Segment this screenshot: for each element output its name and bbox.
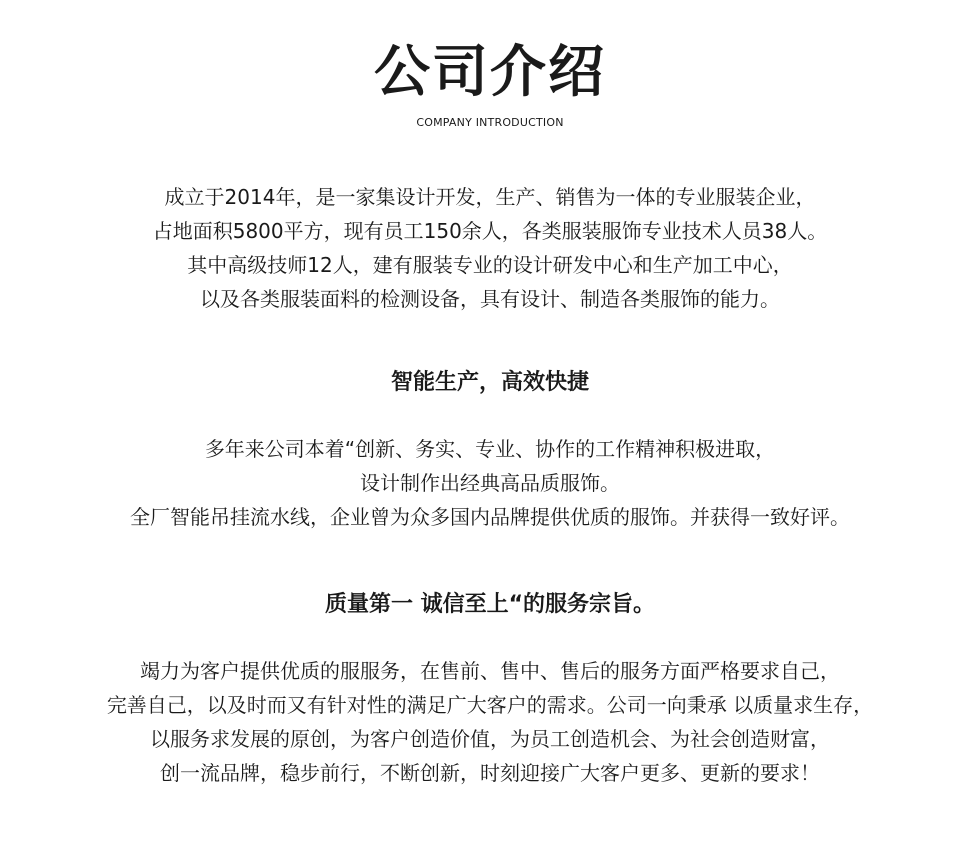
section-heading-quality-service: 质量第一 诚信至上“的服务宗旨。 [324,592,656,617]
paragraph-line: 全厂智能吊挂流水线，企业曾为众多国内品牌提供优质的服饰。并获得一致好评。 [130,505,850,529]
section-heading-smart-production: 智能生产，高效快捷 [390,370,589,395]
paragraph-line: 以服务求发展的原创，为客户创造价值，为员工创造机会、为社会创造财富， [150,727,830,751]
intro-line: 以及各类服装面料的检测设备，具有设计、制造各类服饰的能力。 [200,287,780,311]
paragraph-line: 多年来公司本着“创新、务实、专业、协作的工作精神积极进取， [204,437,776,461]
page-title: 公司介绍 [374,40,606,105]
paragraph-line: 设计制作出经典高品质服饰。 [360,471,620,495]
intro-line: 其中高级技师12人，建有服装专业的设计研发中心和生产加工中心， [187,253,793,277]
smart-production-paragraph [0,432,980,534]
intro-line: 成立于2014年，是一家集设计开发，生产、销售为一体的专业服装企业， [164,185,816,209]
page-subtitle: COMPANY INTRODUCTION [416,116,564,129]
paragraph-line: 创一流品牌，稳步前行，不断创新，时刻迎接广大客户更多、更新的要求！ [160,761,820,785]
paragraph-line: 竭力为客户提供优质的服服务，在售前、售中、售后的服务方面严格要求自己， [140,659,840,683]
paragraph-line: 完善自己，以及时而又有针对性的满足广大客户的需求。公司一向秉承 以质量求生存， [106,693,874,717]
intro-line: 占地面积5800平方，现有员工150余人，各类服装服饰专业技术人员38人。 [152,219,828,243]
intro-paragraph [0,180,980,316]
quality-service-paragraph [0,654,980,790]
